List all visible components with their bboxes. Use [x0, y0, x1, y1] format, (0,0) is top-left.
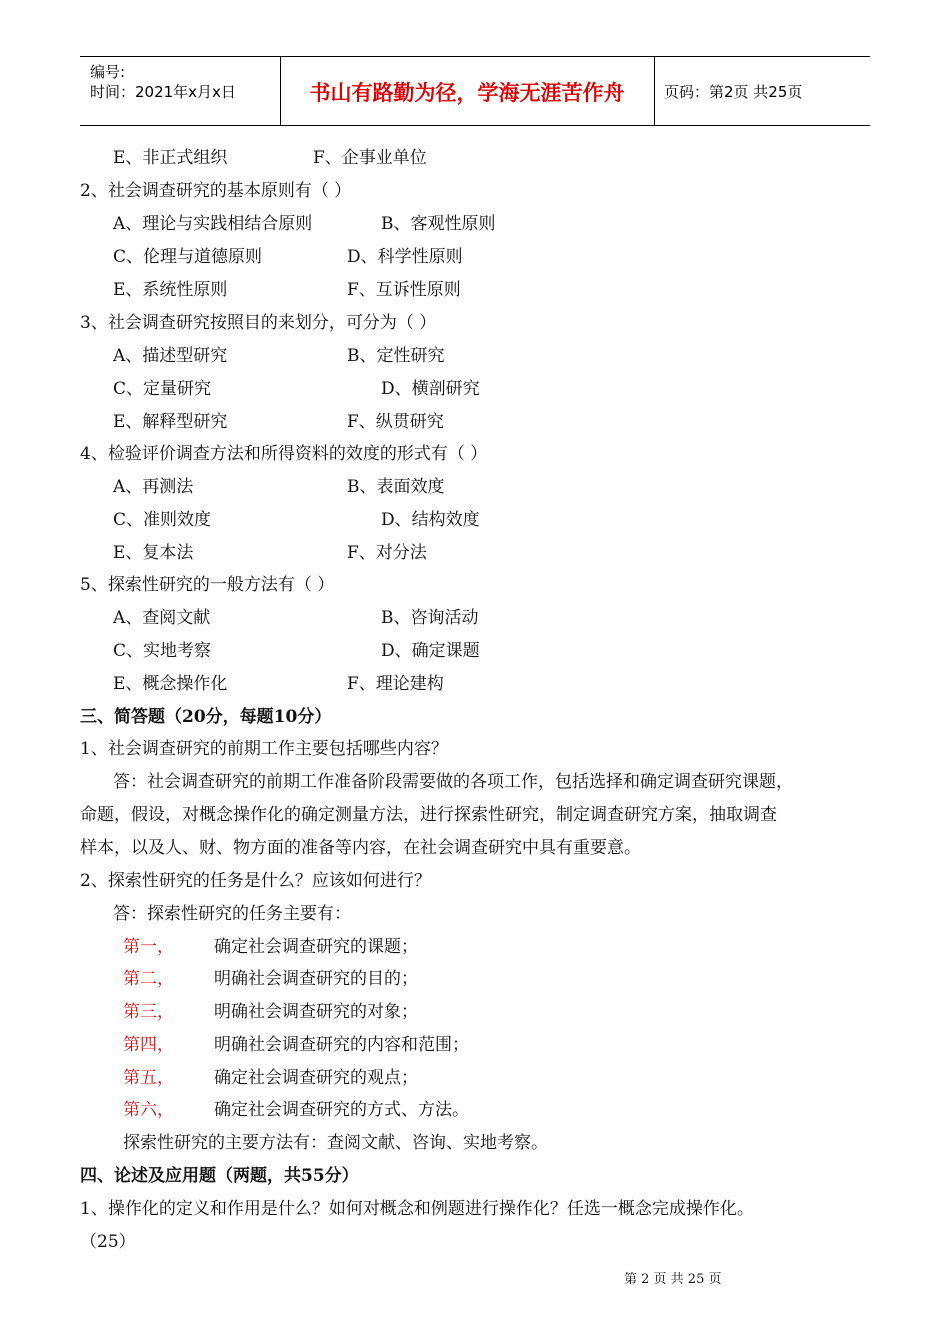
text-line: D、结构效度 — [381, 510, 480, 530]
text-line: （25） — [80, 1232, 136, 1252]
header-meta-cell — [80, 57, 281, 125]
header-page-info: 页码：第2页 共25页 — [664, 83, 803, 101]
text-line: D、确定课题 — [381, 641, 480, 661]
list-marker: 第二， — [123, 969, 174, 989]
list-marker: 第一， — [123, 937, 174, 957]
text-line: B、表面效度 — [347, 477, 445, 497]
text-line: F、纵贯研究 — [347, 412, 444, 432]
list-marker: 第三， — [123, 1002, 174, 1022]
text-line: 明确社会调查研究的目的； — [214, 969, 418, 989]
text-line: C、实地考察 — [113, 641, 212, 661]
text-line: E、概念操作化 — [113, 674, 228, 694]
text-line: 2、探索性研究的任务是什么？应该如何进行？ — [80, 871, 431, 891]
text-line: 确定社会调查研究的课题； — [214, 937, 418, 957]
list-marker: 第六， — [123, 1100, 174, 1120]
text-line: 4、检验评价调查方法和所得资料的效度的形式有（ ） — [80, 444, 488, 464]
page-header — [80, 56, 870, 126]
section-heading: 三、简答题（20分，每题10分） — [80, 707, 332, 727]
text-line: D、横剖研究 — [381, 379, 480, 399]
text-line: 1、社会调查研究的前期工作主要包括哪些内容？ — [80, 739, 448, 759]
text-line: 明确社会调查研究的对象； — [214, 1002, 418, 1022]
text-line: 5、探索性研究的一般方法有（ ） — [80, 575, 335, 595]
text-line: B、咨询活动 — [381, 608, 479, 628]
text-line: E、非正式组织 — [113, 148, 228, 168]
text-line: 确定社会调查研究的观点； — [214, 1068, 418, 1088]
text-line: B、定性研究 — [347, 346, 445, 366]
text-line: 1、操作化的定义和作用是什么？如何对概念和例题进行操作化？任选一概念完成操作化。 — [80, 1199, 754, 1219]
text-line: 探索性研究的主要方法有：查阅文献、咨询、实地考察。 — [123, 1133, 548, 1153]
text-line: A、描述型研究 — [113, 346, 228, 366]
text-line: F、理论建构 — [347, 674, 444, 694]
text-line: 明确社会调查研究的内容和范围； — [214, 1035, 469, 1055]
text-line: F、企事业单位 — [313, 148, 427, 168]
text-line: 命题，假设，对概念操作化的确定测量方法，进行探索性研究，制定调查研究方案，抽取调查 — [80, 805, 777, 825]
list-marker: 第四， — [123, 1035, 174, 1055]
text-line: 样本，以及人、财、物方面的准备等内容，在社会调查研究中具有重要意。 — [80, 838, 641, 858]
list-marker: 第五， — [123, 1068, 174, 1088]
text-line: B、客观性原则 — [381, 214, 496, 234]
text-line: D、科学性原则 — [347, 247, 463, 267]
header-motto: 书山有路勤为径，学海无涯苦作舟 — [309, 81, 625, 105]
header-motto-cell — [280, 57, 655, 125]
document-time-label: 时间：2021年x月x日 — [90, 83, 236, 101]
text-line: E、系统性原则 — [113, 280, 228, 300]
text-line: 确定社会调查研究的方式、方法。 — [214, 1100, 469, 1120]
text-line: C、定量研究 — [113, 379, 212, 399]
text-line: F、互诉性原则 — [347, 280, 461, 300]
text-line: C、伦理与道德原则 — [113, 247, 263, 267]
text-line: 2、社会调查研究的基本原则有（ ） — [80, 181, 352, 201]
text-line: A、再测法 — [113, 477, 194, 497]
text-line: 3、社会调查研究按照目的来划分，可分为（ ） — [80, 313, 437, 333]
header-page-cell — [654, 57, 870, 125]
text-line: 答：探索性研究的任务主要有： — [113, 904, 351, 924]
page-footer: 第 2 页 共 25 页 — [624, 1272, 722, 1287]
text-line: A、理论与实践相结合原则 — [113, 214, 313, 234]
text-line: E、复本法 — [113, 543, 194, 563]
section-heading: 四、论述及应用题（两题，共55分） — [80, 1166, 359, 1186]
text-line: E、解释型研究 — [113, 412, 228, 432]
document-number-label: 编号: — [90, 63, 126, 81]
text-line: 答：社会调查研究的前期工作准备阶段需要做的各项工作，包括选择和确定调查研究课题， — [113, 772, 793, 792]
text-line: F、对分法 — [347, 543, 427, 563]
text-line: C、准则效度 — [113, 510, 212, 530]
text-line: A、查阅文献 — [113, 608, 211, 628]
